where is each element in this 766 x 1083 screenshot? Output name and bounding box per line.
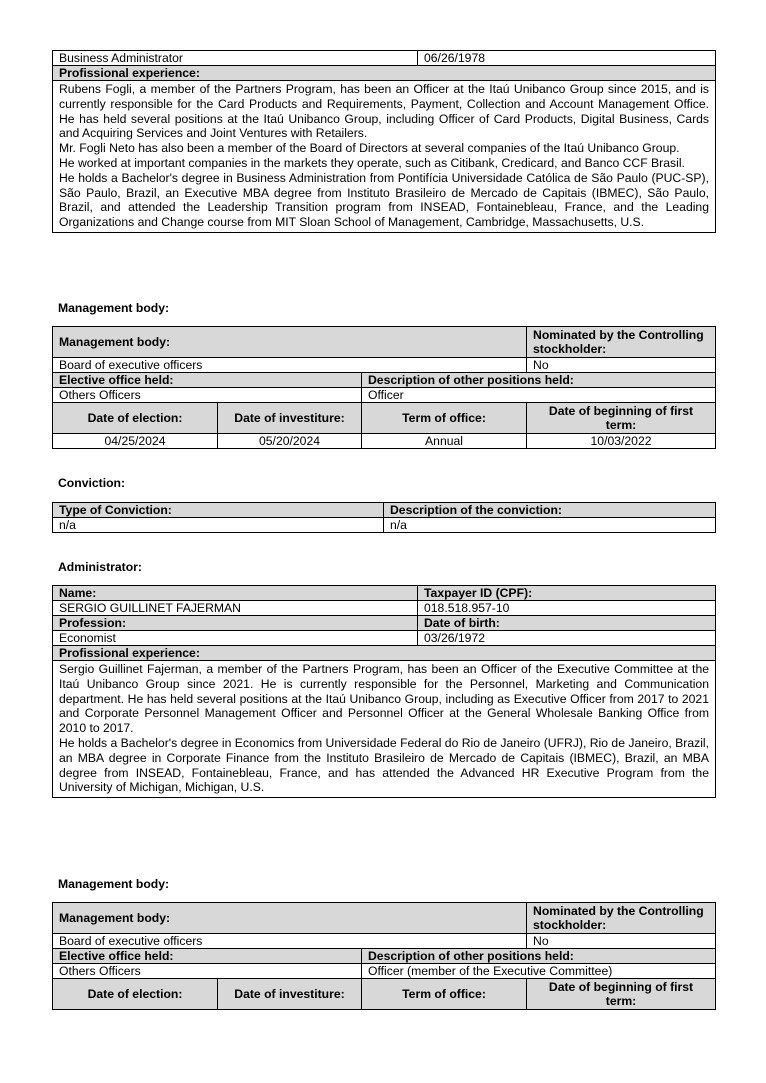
mgmt1-table (52, 326, 716, 449)
admin2-table (52, 585, 716, 798)
admin2-name-label: Name: (53, 586, 418, 601)
mgmt2-elective-label: Elective office held: (53, 949, 362, 964)
admin2-experience (53, 661, 716, 798)
admin2-exp-paragraph-2: He holds a Bachelor's degree in Economics from Universidade Federal do Rio de Janeiro (UFRJ), Rio de Janeiro, Brazil, an MBA degree in Corporate Finance from the Instituto Brasileiro de Mercado de Capitais (IBMEC), Brazil, an MBA degree from INSEAD, Fontainebleau, France, and has attended the Advanced HR Executive Program from the University of Michigan, Michigan, U.S. (59, 735, 709, 795)
conviction-type-label: Type of Conviction: (53, 503, 384, 518)
admin2-experience-label: Profissional experience: (53, 646, 716, 661)
mgmt1-investiture-label: Date of investiture: (218, 403, 362, 434)
mgmt1-investiture-value: 05/20/2024 (218, 434, 362, 449)
mgmt2-other-positions-label: Description of other positions held: (362, 949, 716, 964)
admin1-exp-paragraph-4: He holds a Bachelor's degree in Business Administration from Pontifícia Universidade Católica de São Paulo (PUC-SP), São Paulo, Brazil, an Executive MBA degree from Instituto Brasileiro de Mercado de Capitais (IBMEC), São Paulo, Brazil, and attended the Leadership Transition program from INSEAD, Fontainebleau, France, and the Leading Organizations and Change course from MIT Sloan School of Management, Cambridge, Massachusetts, U.S. (59, 170, 709, 230)
mgmt2-term-label: Term of office: (362, 979, 527, 1010)
mgmt2-election-label: Date of election: (53, 979, 218, 1010)
mgmt1-section-title: Management body: (58, 301, 170, 315)
mgmt1-first-term-label: Date of beginning of first term: (527, 403, 716, 434)
mgmt1-other-positions-label: Description of other positions held: (362, 373, 716, 388)
mgmt2-first-term-label: Date of beginning of first term: (527, 979, 716, 1010)
admin2-section-title: Administrator: (58, 560, 142, 574)
mgmt2-nominated-value: No (527, 934, 716, 949)
mgmt1-body-value: Board of executive officers (53, 358, 527, 373)
mgmt1-term-value: Annual (362, 434, 527, 449)
conviction-table (52, 502, 716, 533)
mgmt2-elective-value: Others Officers (53, 964, 362, 979)
admin2-profession-value: Economist (53, 631, 418, 646)
admin2-cpf-label: Taxpayer ID (CPF): (418, 586, 716, 601)
admin2-exp-paragraph-1: Sergio Guillinet Fajerman, a member of the Partners Program, has been an Officer of the Executive Committee at the Itaú Unibanco Group since 2021. He is currently responsible for the Personnel, Marketing and Communication department. He has held several positions at the Itaú Unibanco Group, including as Executive Officer from 2017 to 2021 and Corporate Personnel Management Officer and Personnel Officer at the General Wholesale Banking Office from 2010 to 2017. (59, 662, 709, 736)
admin1-exp-paragraph-3: He worked at important companies in the markets they operate, such as Citibank, Credicard, and Banco CCF Brasil. (59, 155, 685, 170)
mgmt1-elective-label: Elective office held: (53, 373, 362, 388)
admin2-profession-label: Profession: (53, 616, 418, 631)
admin1-exp-paragraph-1: Rubens Fogli, a member of the Partners Program, has been an Officer at the Itaú Unibanco Group since 2015, and is currently responsible for the Card Products and Requirements, Payment, Collection and Account Management Office. He has held several positions at the Itaú Unibanco Group, including Officer of Card Products, Digital Business, Cards and Acquiring Services and Joint Ventures with Retailers. (59, 82, 709, 141)
conviction-type-value: n/a (53, 518, 384, 533)
admin1-birth-date: 06/26/1978 (418, 51, 716, 66)
admin2-name-value: SERGIO GUILLINET FAJERMAN (53, 601, 418, 616)
mgmt1-body-label: Management body: (53, 327, 527, 358)
conviction-section-title: Conviction: (58, 476, 126, 490)
admin1-profession: Business Administrator (53, 51, 418, 66)
mgmt2-body-value: Board of executive officers (53, 934, 527, 949)
mgmt1-first-term-value: 10/03/2022 (527, 434, 716, 449)
mgmt1-nominated-label: Nominated by the Controlling stockholder: (527, 327, 716, 358)
mgmt2-other-positions-value: Officer (member of the Executive Committee) (362, 964, 716, 979)
admin2-birth-label: Date of birth: (418, 616, 716, 631)
mgmt2-body-label: Management body: (53, 903, 527, 934)
admin1-experience (53, 81, 716, 233)
admin1-experience-label: Profissional experience: (53, 66, 716, 81)
mgmt2-investiture-label: Date of investiture: (218, 979, 362, 1010)
admin2-cpf-value: 018.518.957-10 (418, 601, 716, 616)
admin1-table (52, 50, 716, 233)
mgmt1-elective-value: Others Officers (53, 388, 362, 403)
mgmt2-section-title: Management body: (58, 877, 170, 891)
mgmt2-table (52, 902, 716, 1010)
mgmt1-nominated-value: No (527, 358, 716, 373)
mgmt1-term-label: Term of office: (362, 403, 527, 434)
conviction-desc-label: Description of the conviction: (384, 503, 716, 518)
admin1-exp-paragraph-2: Mr. Fogli Neto has also been a member of the Board of Directors at several companies of the Itaú Unibanco Group. (59, 141, 680, 156)
mgmt1-other-positions-value: Officer (362, 388, 716, 403)
admin2-birth-value: 03/26/1972 (418, 631, 716, 646)
conviction-desc-value: n/a (384, 518, 716, 533)
mgmt2-nominated-label: Nominated by the Controlling stockholder: (527, 903, 716, 934)
mgmt1-election-value: 04/25/2024 (53, 434, 218, 449)
mgmt1-election-label: Date of election: (53, 403, 218, 434)
